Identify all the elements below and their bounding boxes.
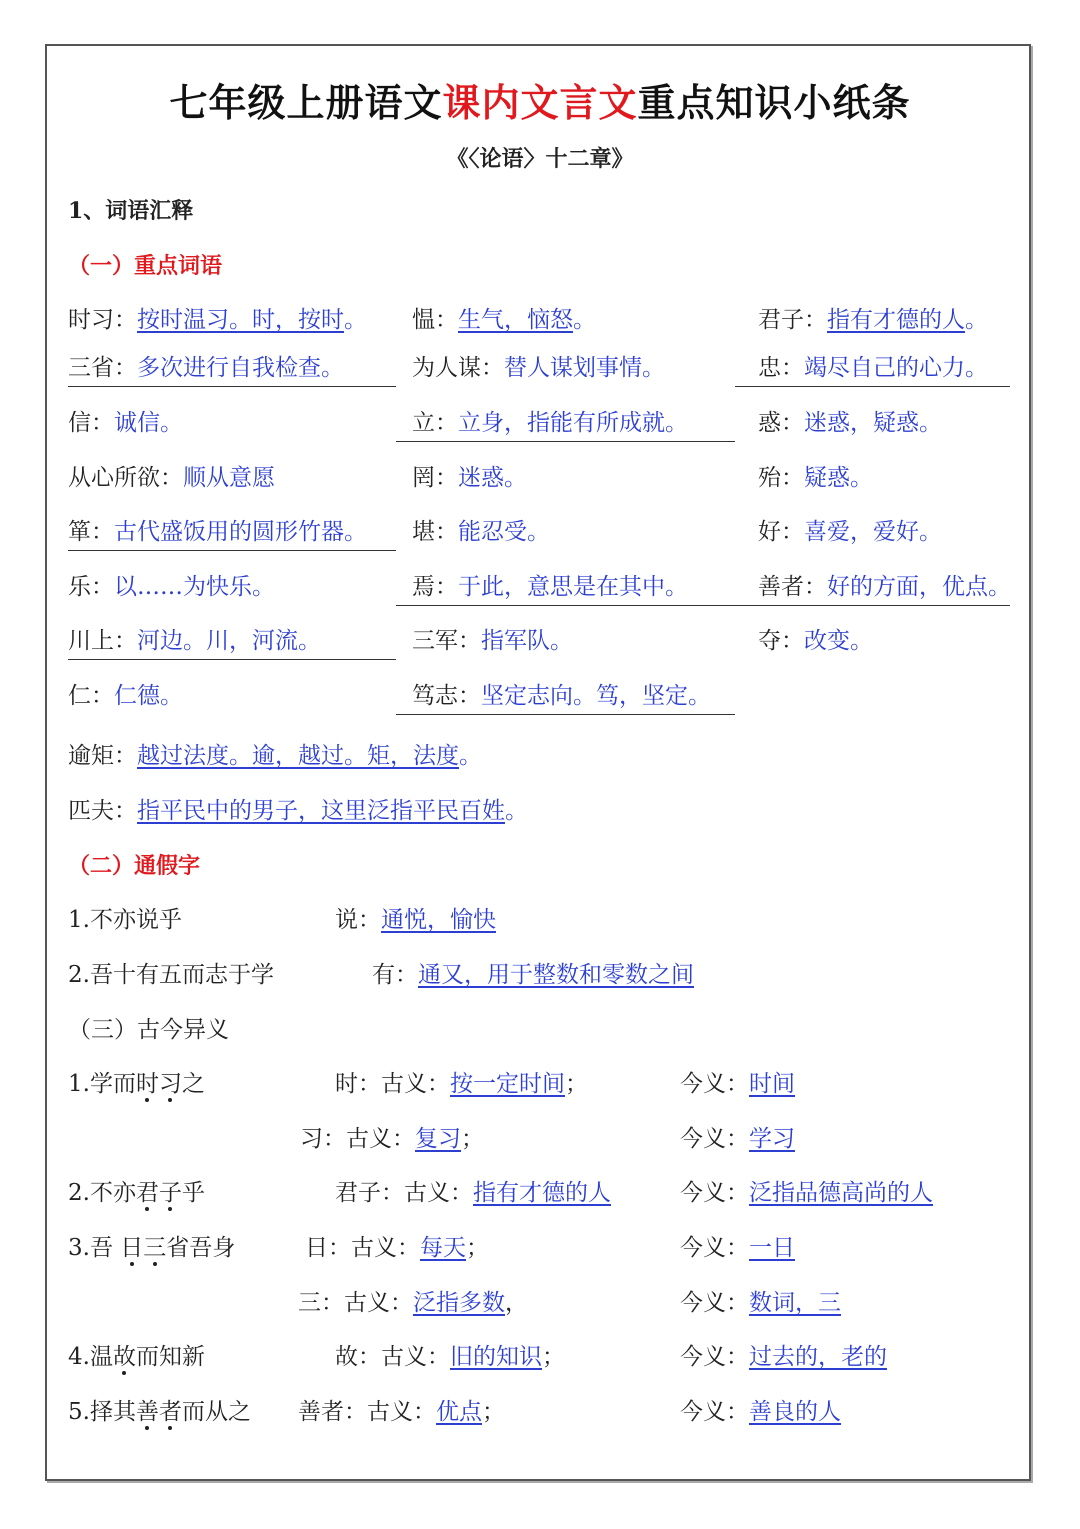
gujin-modern: 今义：学习: [680, 1126, 795, 1152]
gujin-ancient: 时：古义：按一定时间；: [335, 1071, 588, 1097]
gujin-row: [0, 1285, 1080, 1325]
vocab-item: 乐：以……为快乐。: [68, 574, 275, 600]
vocab-row: [0, 405, 1080, 445]
gujin-sentence: 3.吾 日三省吾身: [68, 1235, 236, 1261]
gujin-modern: 今义：过去的，老的: [680, 1344, 887, 1370]
gujin-modern: 今义：一日: [680, 1235, 795, 1261]
tongjia-row: [0, 957, 1080, 997]
vocab-item: 立：立身，指能有所成就。: [396, 405, 735, 442]
vocab-item: 三省：多次进行自我检查。: [68, 350, 396, 387]
vocab-item: 信：诚信。: [68, 410, 183, 436]
key-words-heading: （一）重点词语: [68, 253, 223, 279]
gujin-sentence: 5.择其善者而从之: [68, 1399, 251, 1425]
gujin-ancient: 习：古义：复习；: [300, 1126, 484, 1152]
vocab-item: 时习：按时温习。时，按时。: [68, 307, 367, 333]
gujin-ancient: 三：古义：泛指多数，: [298, 1290, 528, 1316]
vocab-item: 夺：改变。: [758, 628, 873, 654]
vocab-item: 堪：能忍受。: [412, 519, 550, 545]
vocab-item: 忠：竭尽自己的心力。: [735, 350, 1010, 387]
vocab-item: 殆：疑惑。: [758, 465, 873, 491]
vocab-item: 罔：迷惑。: [412, 465, 527, 491]
gujin-row: [0, 1175, 1080, 1215]
vocab-item: 焉：于此，意思是在其中。: [396, 569, 735, 606]
gujin-row: [0, 1339, 1080, 1379]
subheading-row: [0, 248, 1080, 288]
gujin-sentence: 4.温故而知新: [68, 1344, 205, 1370]
tongjia-sentence: 1.不亦说乎: [68, 907, 182, 933]
vocab-item: 笃志：坚定志向。笃，坚定。: [396, 678, 735, 715]
subheading-row: [0, 1012, 1080, 1052]
subheading-row: [0, 848, 1080, 888]
vocab-item: 好：喜爱，爱好。: [758, 519, 942, 545]
tongjia-heading: （二）通假字: [68, 853, 201, 879]
tongjia-row: [0, 902, 1080, 942]
gujin-modern: 今义：时间: [680, 1071, 795, 1097]
page-subtitle: 《〈论语〉十二章》: [446, 146, 634, 172]
gujin-sentence: 2.不亦君子乎: [68, 1180, 205, 1206]
vocab-item: 川上：河边。川，河流。: [68, 623, 396, 660]
vocab-item: 惑：迷惑，疑惑。: [758, 410, 942, 436]
gujin-row: [0, 1121, 1080, 1161]
gujin-modern: 今义：数词，三: [680, 1290, 841, 1316]
section-heading: 1、词语汇释: [68, 198, 194, 224]
gujin-modern: 今义：泛指品德高尚的人: [680, 1180, 933, 1206]
gujin-row: [0, 1066, 1080, 1106]
tongjia-sentence: 2.吾十有五而志于学: [68, 962, 274, 988]
gujin-modern: 今义：善良的人: [680, 1399, 841, 1425]
vocab-item: 三军：指军队。: [412, 628, 573, 654]
vocab-item: 箪：古代盛饭用的圆形竹器。: [68, 514, 396, 551]
gujin-row: [0, 1230, 1080, 1270]
gujin-sentence: 1.学而时习之: [68, 1071, 205, 1097]
vocab-row: [0, 302, 1080, 342]
gujin-ancient: 故：古义：旧的知识；: [335, 1344, 565, 1370]
gujin-row: [0, 1394, 1080, 1434]
tongjia-note: 有：通又，用于整数和零数之间: [372, 962, 694, 988]
vocab-row: [0, 623, 1080, 663]
vocab-row: [0, 678, 1080, 718]
vocab-row: [0, 738, 1080, 778]
vocab-item: 逾矩：越过法度。逾，越过。矩，法度。: [68, 743, 482, 769]
gujin-ancient: 善者：古义：优点；: [298, 1399, 505, 1425]
vocab-row: [0, 350, 1080, 390]
gujin-heading: （三）古今异义: [68, 1017, 229, 1043]
page-title: 七年级上册语文课内文言文重点知识小纸条: [169, 80, 911, 125]
vocab-row: [0, 793, 1080, 833]
vocab-row: [0, 569, 1080, 609]
section-heading-row: [0, 193, 1080, 233]
vocab-item: 为人谋：替人谋划事情。: [412, 355, 665, 381]
vocab-row: [0, 514, 1080, 554]
vocab-item: 匹夫：指平民中的男子，这里泛指平民百姓。: [68, 798, 528, 824]
vocab-item: 仁：仁德。: [68, 683, 183, 709]
gujin-ancient: 君子：古义：指有才德的人: [335, 1180, 611, 1206]
vocab-item: 愠：生气，恼怒。: [412, 307, 596, 333]
vocab-item: 善者：好的方面，优点。: [735, 569, 1010, 606]
gujin-ancient: 日：古义：每天；: [305, 1235, 489, 1261]
vocab-item: 君子：指有才德的人。: [758, 307, 988, 333]
vocab-row: [0, 460, 1080, 500]
tongjia-note: 说：通悦，愉快: [335, 907, 496, 933]
vocab-item: 从心所欲：顺从意愿: [68, 465, 275, 491]
